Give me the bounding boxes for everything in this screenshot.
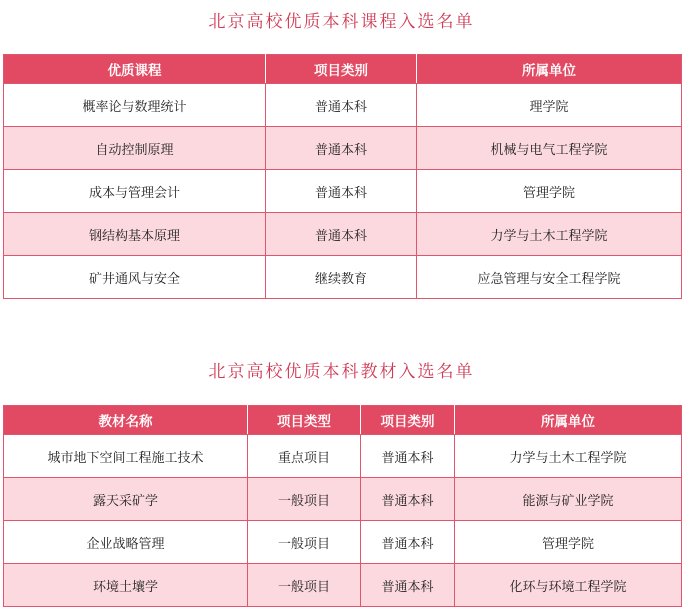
course-category-cell: 普通本科 bbox=[266, 213, 417, 256]
textbook-type-cell: 一般项目 bbox=[248, 521, 361, 564]
table-row bbox=[4, 213, 682, 256]
table-row bbox=[4, 521, 682, 564]
course-category-cell: 普通本科 bbox=[266, 84, 417, 127]
textbook-category-cell: 普通本科 bbox=[361, 435, 455, 478]
courses-table bbox=[3, 54, 682, 299]
textbook-category-cell: 普通本科 bbox=[361, 478, 455, 521]
textbook-name-cell: 城市地下空间工程施工技术 bbox=[4, 435, 248, 478]
textbook-unit-cell: 力学与土木工程学院 bbox=[455, 435, 682, 478]
table-row bbox=[4, 478, 682, 521]
course-unit-cell: 管理学院 bbox=[417, 170, 682, 213]
course-name-cell: 自动控制原理 bbox=[4, 127, 266, 170]
course-unit-cell: 机械与电气工程学院 bbox=[417, 127, 682, 170]
course-name-cell: 成本与管理会计 bbox=[4, 170, 266, 213]
table-row bbox=[4, 127, 682, 170]
textbook-type-cell: 重点项目 bbox=[248, 435, 361, 478]
course-unit-cell: 应急管理与安全工程学院 bbox=[417, 256, 682, 299]
textbook-category-cell: 普通本科 bbox=[361, 521, 455, 564]
textbook-name-cell: 露天采矿学 bbox=[4, 478, 248, 521]
course-name-cell: 概率论与数理统计 bbox=[4, 84, 266, 127]
table-row bbox=[4, 435, 682, 478]
table-row bbox=[4, 170, 682, 213]
course-name-cell: 矿井通风与安全 bbox=[4, 256, 266, 299]
course-unit-cell: 力学与土木工程学院 bbox=[417, 213, 682, 256]
textbook-category-cell: 普通本科 bbox=[361, 564, 455, 607]
textbooks-header-cell: 教材名称 bbox=[4, 406, 248, 435]
textbook-name-cell: 环境土壤学 bbox=[4, 564, 248, 607]
courses-header-cell: 优质课程 bbox=[4, 55, 266, 84]
textbook-type-cell: 一般项目 bbox=[248, 478, 361, 521]
courses-header-row bbox=[4, 55, 682, 84]
textbooks-header-cell: 所属单位 bbox=[455, 406, 682, 435]
textbook-type-cell: 一般项目 bbox=[248, 564, 361, 607]
course-name-cell: 钢结构基本原理 bbox=[4, 213, 266, 256]
courses-header-cell: 所属单位 bbox=[417, 55, 682, 84]
textbook-name-cell: 企业战略管理 bbox=[4, 521, 248, 564]
textbooks-header-cell: 项目类型 bbox=[248, 406, 361, 435]
table-row bbox=[4, 84, 682, 127]
textbooks-table bbox=[3, 405, 682, 607]
textbooks-title: 北京高校优质本科教材入选名单 bbox=[208, 362, 475, 382]
textbook-unit-cell: 能源与矿业学院 bbox=[455, 478, 682, 521]
courses-title: 北京高校优质本科课程入选名单 bbox=[208, 12, 475, 32]
courses-header-cell: 项目类别 bbox=[266, 55, 417, 84]
textbook-unit-cell: 管理学院 bbox=[455, 521, 682, 564]
textbooks-header-row bbox=[4, 406, 682, 435]
course-category-cell: 普通本科 bbox=[266, 127, 417, 170]
textbook-unit-cell: 化环与环境工程学院 bbox=[455, 564, 682, 607]
course-category-cell: 普通本科 bbox=[266, 170, 417, 213]
table-row bbox=[4, 256, 682, 299]
textbooks-header-cell: 项目类别 bbox=[361, 406, 455, 435]
table-row bbox=[4, 564, 682, 607]
course-unit-cell: 理学院 bbox=[417, 84, 682, 127]
course-category-cell: 继续教育 bbox=[266, 256, 417, 299]
